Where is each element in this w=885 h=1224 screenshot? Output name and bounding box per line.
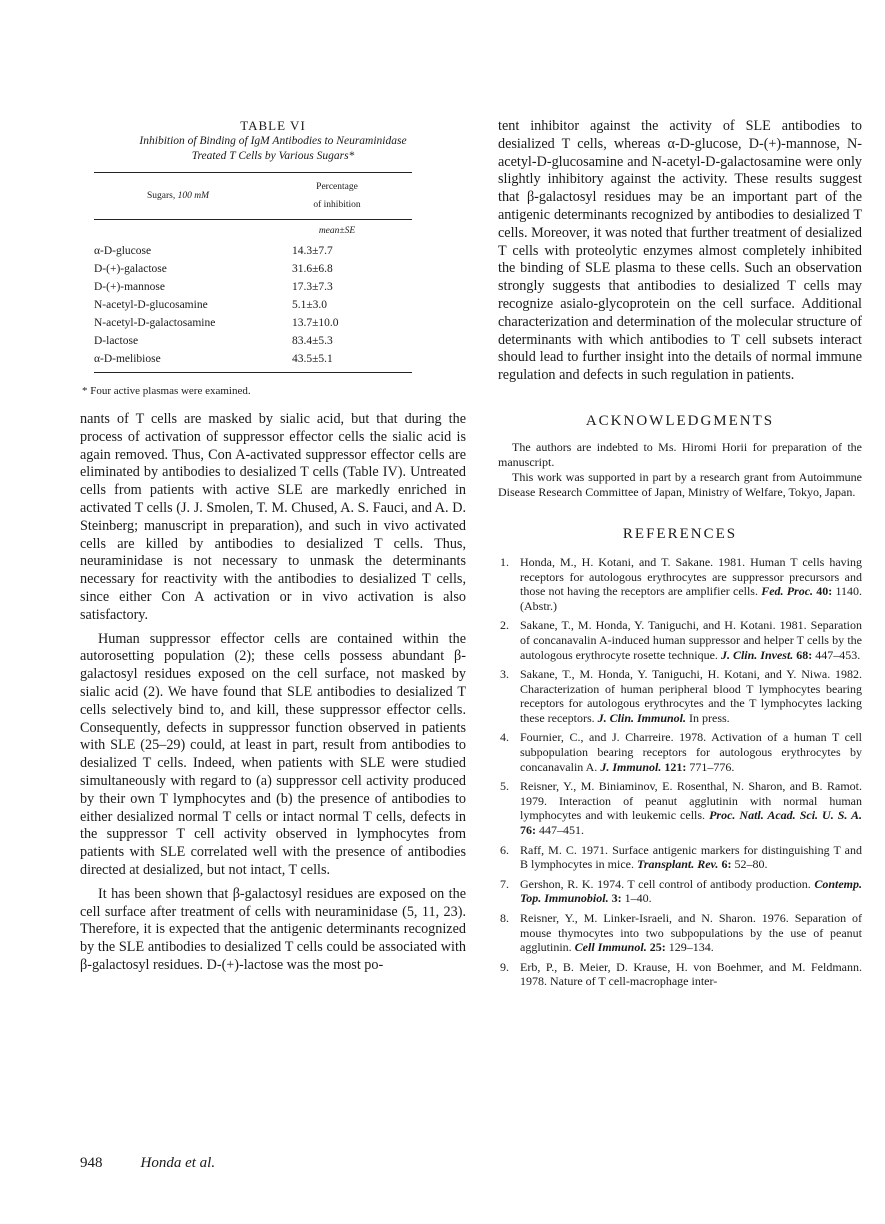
acknowledgments-heading: ACKNOWLEDGMENTS (585, 412, 775, 429)
reference-item: 9. Erb, P., B. Meier, D. Krause, H. von Boehmer, and M. Feldmann. 1978. Nature of T cell-macrophage inter- (500, 959, 862, 989)
table-title: TABLE VI (240, 118, 306, 133)
left-body-text (80, 411, 466, 975)
page-number: 948 (80, 1155, 103, 1171)
table-caption-line1: Inhibition of Binding of IgM Antibodies to Neuraminidase (139, 135, 407, 147)
paragraph: Human suppressor effector cells are contained within the autorosetting population (2); these cells possess abundant β-galactosyl residues exposed on the cell surface, not masked by sialic acid (2). We have found that SLE antibodies to desialized T cells selectively bind to, and kill, these suppressor effector cells. Consequently, defects in suppressor function observed in patients with SLE (25–29) could, at least in part, result from antibodies to desialized T cells. Indeed, when patients with SLE were studied simultaneously with regard to (a) suppressor cell activity produced by their own T lymphocytes and (b) the presence of antibodies to either desialized normal T cells or intact normal T cells, defects in the suppressor T cell activity observed in lymphocytes from patients with SLE correlated well with the presence of antibodies directed at desialized, but not intact, T cells. (80, 630, 466, 878)
reference-item: 4. Fournier, C., and J. Charreire. 1978. Activation of a human T cell subpopulation bearing receptors for autologous erythrocytes by concanavalin A. J. Immunol. 121: 771–776. (500, 730, 862, 774)
table-row: α-D-melibiose 43.5±5.1 (94, 353, 333, 365)
paragraph: It has been shown that β-galactosyl residues are exposed on the cell surface after treatment of cells with neuraminidase (5, 11, 23). Therefore, it is expected that the antigenic determinants recognized by the SLE antibodies to desialized T cells could be associated with β-galactosyl residues. D-(+)-lactose was the most po- (80, 885, 466, 973)
table-row: N-acetyl-D-glucosamine 5.1±3.0 (94, 299, 328, 311)
sugars-column-header: Sugars, 100 mM (146, 191, 210, 201)
table-header-row (94, 173, 412, 219)
page-footer (80, 1155, 215, 1172)
acknowledgments-text: This work was supported in part by a research grant from Autoimmune Disease Research Committee of Japan, Ministry of Welfare, Tokyo, Japan. (498, 469, 862, 499)
right-column (498, 118, 862, 994)
table-footnote: * Four active plasmas were examined. (82, 385, 251, 397)
table-unit-row (94, 220, 412, 242)
reference-item: 7. Gershon, R. K. 1974. T cell control of antibody production. Contemp. Top. Immunobiol. 3: 1–40. (500, 876, 863, 906)
sugars-table (94, 173, 412, 368)
reference-item: 8. Reisner, Y., M. Linker-Israeli, and N. Sharon. 1976. Separation of mouse thymocytes into two subpopulations by the use of peanut agglutinin. Cell Immunol. 25: 129–134. (500, 911, 862, 955)
table-caption-line2: Treated T Cells by Various Sugars* (191, 150, 355, 162)
inhibition-column-header: Percentage of inhibition (313, 182, 361, 210)
table-caption (80, 134, 466, 164)
table-vi (80, 118, 466, 397)
references-list (498, 555, 862, 989)
paragraph: nants of T cells are masked by sialic acid, but that during the process of activation of suppressor effector cells the sialic acid is again removed. Thus, Con A-activated suppressor effector cells are eliminated by antibodies to desialized T cells (Table IV). Untreated cells from patients with active SLE are markedly enriched in activated T cells (J. J. Smolen, T. M. Chused, A. S. Fauci, and A. D. Steinberg; manuscript in preparation), and such in vivo activated cells are killed by antibodies to desialized T cells. Thus, neuraminidase is not necessary to unmask the determinants necessary for reactivity with the antibodies to desialized T cells, since either Con A activation or in vivo activation is also satisfactory. (80, 411, 466, 623)
paragraph: tent inhibitor against the activity of SLE antibodies to desialized T cells, whereas α-D-glucose, D-(+)-mannose, N-acetyl-D-glucosamine and N-acetyl-D-galactosamine were only slightly inhibitory against the activity. These results suggest that β-galactosyl residues may be an important part of the antigenic determinants recognized by antibodies to desialized T cells. Moreover, it was noted that further treatment of desialized T cells with proteolytic enzymes almost completely inhibited the binding of SLE plasma to these cells. Such an observation strongly suggests that antibodies to desialized T cells may recognize asialo-glycoprotein on the cell surface. Additional characterization and determination of the molecular structure of determinants with which antibodies to T cell subsets interact should lead to further insight into the details of normal immune regulation and defects in such regulation in patients. (498, 118, 862, 384)
table-row: D-(+)-mannose 17.3±7.3 (94, 281, 333, 293)
acknowledgments-text: The authors are indebted to Ms. Hiromi Horii for preparation of the manuscript. (498, 439, 862, 469)
table-row: N-acetyl-D-galactosamine 13.7±10.0 (94, 317, 339, 329)
reference-item: 6. Raff, M. C. 1971. Surface antigenic markers for distinguishing T and B lymphocytes in mice. Transplant. Rev. 6: 52–80. (500, 842, 862, 872)
running-author: Honda et al. (140, 1155, 216, 1171)
reference-item: 5. Reisner, Y., M. Biniaminov, E. Rosenthal, N. Sharon, and B. Ramot. 1979. Interaction of peanut agglutinin with normal human lymphocytes and with leukemic cells. Proc. Natl. Acad. Sci. U. S. A. 76: 447–451. (500, 779, 862, 838)
references-heading: REFERENCES (622, 525, 738, 542)
table-row: D-(+)-galactose 31.6±6.8 (94, 263, 333, 275)
unit-label: mean±SE (318, 226, 356, 236)
reference-item: 2. Sakane, T., M. Honda, Y. Taniguchi, and H. Kotani. 1981. Separation of concanavalin A-induced human suppressor and helper T cells by the autologous erythrocyte rosette technique. J. Clin. Invest. 68: 447–453. (500, 618, 862, 662)
table-bottom-rule (94, 372, 412, 373)
table-row: α-D-glucose 14.3±7.7 (94, 245, 333, 257)
reference-item: 1. Honda, M., H. Kotani, and T. Sakane. 1981. Human T cells having receptors for autologous erythrocytes are suppressor precursors and those not having the receptors are amplifier cells. Fed. Proc. 40: 1140. (Abstr.) (500, 554, 863, 613)
left-column (80, 118, 466, 975)
reference-item: 3. Sakane, T., M. Honda, Y. Taniguchi, H. Kotani, and Y. Niwa. 1982. Characterization of human peripheral blood T lymphocytes bearing receptors for autologous erythrocytes and the T lymphocytes lacking these receptors. J. Clin. Immunol. In press. (500, 667, 862, 725)
table-row: D-lactose 83.4±5.3 (94, 335, 333, 347)
